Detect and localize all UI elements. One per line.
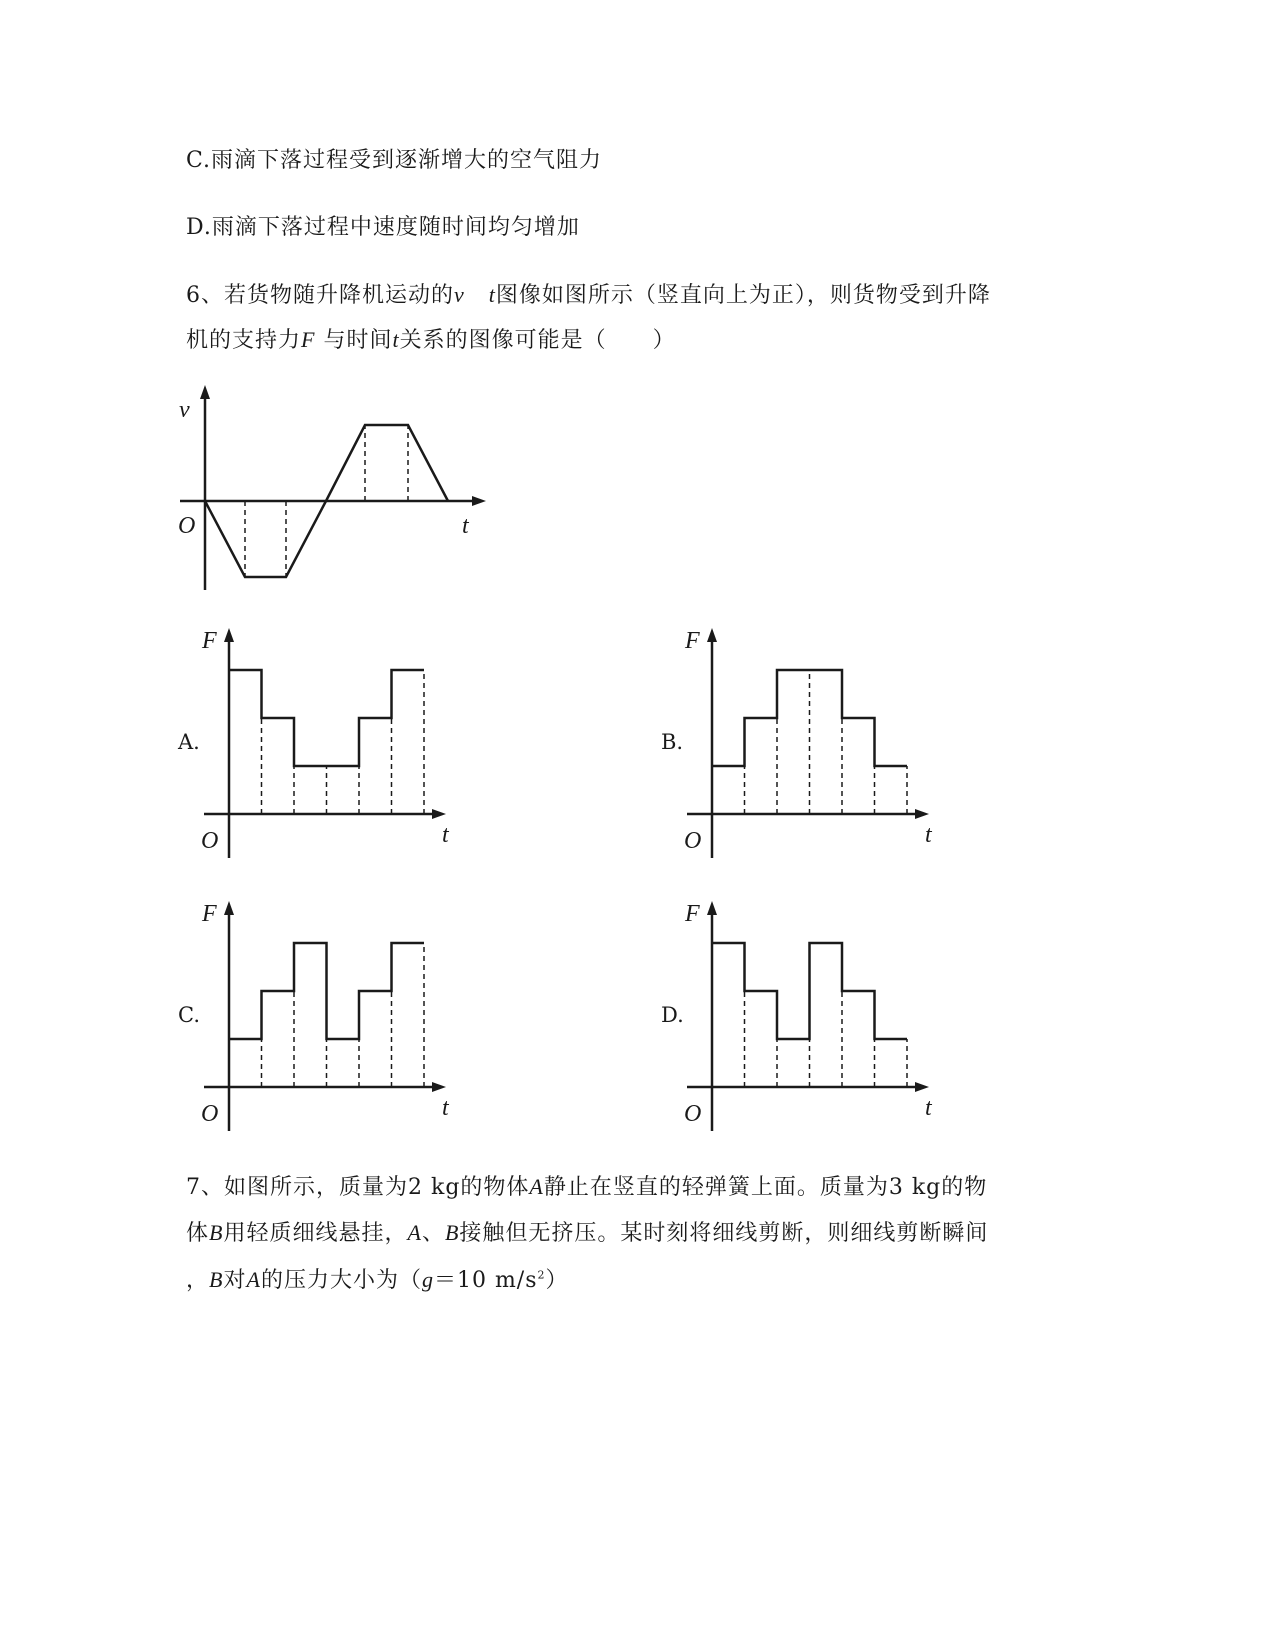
question-6-line-2	[186, 323, 676, 354]
t-axis-label: t	[462, 513, 469, 539]
option-a-label: A.	[178, 730, 200, 754]
q7-text: ）	[545, 1268, 569, 1293]
f-axis-label: F	[202, 628, 217, 654]
option-c-graph	[198, 895, 478, 1135]
t-axis-arrow	[432, 1082, 446, 1092]
t-axis-label: t	[925, 822, 932, 848]
q7-var-B: B	[444, 1220, 460, 1245]
q6-var-F: F	[301, 327, 316, 352]
q7-text: 静止在竖直的轻弹簧上面。质量为3 kg的物	[543, 1175, 988, 1200]
option-b-graph	[681, 622, 961, 862]
q7-text: ＝10 m/s	[433, 1268, 538, 1293]
option-a-graph	[198, 622, 478, 862]
option-c-text: C.雨滴下落过程受到逐渐增大的空气阻力	[186, 148, 603, 173]
force-step-curve	[229, 670, 424, 766]
origin-label: O	[201, 828, 219, 854]
vt-graph	[176, 385, 496, 595]
q7-text: 用轻质细线悬挂，	[223, 1221, 408, 1246]
origin-label: O	[684, 1101, 702, 1127]
f-axis-label: F	[202, 901, 217, 927]
option-d-graph	[681, 895, 961, 1135]
q7-var-B: B	[209, 1267, 224, 1292]
option-d-label: D.	[661, 1003, 684, 1027]
q7-var-g: g	[421, 1267, 434, 1292]
origin-label: O	[178, 513, 196, 539]
q7-text: 对	[223, 1268, 247, 1293]
question-6-line-1	[186, 278, 991, 309]
t-axis-arrow	[432, 809, 446, 819]
q6-text: 关系的图像可能是（ ）	[399, 328, 676, 353]
q7-text: 体	[186, 1221, 210, 1246]
option-c-label: C.	[178, 1003, 200, 1027]
t-axis-arrow	[915, 809, 929, 819]
f-axis-label: F	[685, 901, 700, 927]
f-axis-label: F	[685, 628, 700, 654]
question-7-line-2	[186, 1216, 988, 1247]
f-axis-arrow	[224, 901, 234, 915]
q7-var-A: A	[246, 1267, 261, 1292]
q7-var-A: A	[529, 1174, 544, 1199]
q6-text: 6、若货物随升降机运动的	[186, 283, 454, 308]
q6-var-t: t	[488, 282, 496, 307]
f-axis-arrow	[707, 628, 717, 642]
q7-var-B: B	[209, 1220, 224, 1245]
option-d-text: D.雨滴下落过程中速度随时间均匀增加	[186, 215, 580, 240]
q7-text: 、	[421, 1221, 445, 1246]
question-7-line-3	[186, 1263, 569, 1294]
option-b-label: B.	[661, 730, 684, 754]
q7-text: 的压力大小为（	[260, 1268, 422, 1293]
question-7-line-1	[186, 1170, 987, 1201]
t-axis-label: t	[442, 1095, 449, 1121]
v-axis-label: v	[179, 397, 190, 423]
q6-text: 机的支持力	[186, 328, 302, 353]
q6-var-t: t	[392, 327, 400, 352]
origin-label: O	[684, 828, 702, 854]
t-axis-label: t	[925, 1095, 932, 1121]
q6-text: 与时间	[323, 328, 393, 353]
q7-var-A: A	[407, 1220, 422, 1245]
t-axis-arrow	[915, 1082, 929, 1092]
force-step-curve	[712, 943, 907, 1039]
f-axis-arrow	[707, 901, 717, 915]
origin-label: O	[201, 1101, 219, 1127]
q7-superscript: 2	[537, 1268, 546, 1282]
q7-text: 接触但无挤压。某时刻将细线剪断，则细线剪断瞬间	[459, 1221, 989, 1246]
force-step-curve	[229, 943, 424, 1039]
q6-text: 图像如图所示（竖直向上为正），则货物受到升降	[495, 283, 991, 308]
q7-text: 7、如图所示，质量为2 kg的物体	[186, 1175, 530, 1200]
q7-text: ，	[186, 1268, 210, 1293]
t-axis-arrow	[472, 496, 486, 506]
v-axis-arrow	[200, 385, 210, 399]
f-axis-arrow	[224, 628, 234, 642]
q6-var-v: v	[454, 282, 465, 307]
t-axis-label: t	[442, 822, 449, 848]
